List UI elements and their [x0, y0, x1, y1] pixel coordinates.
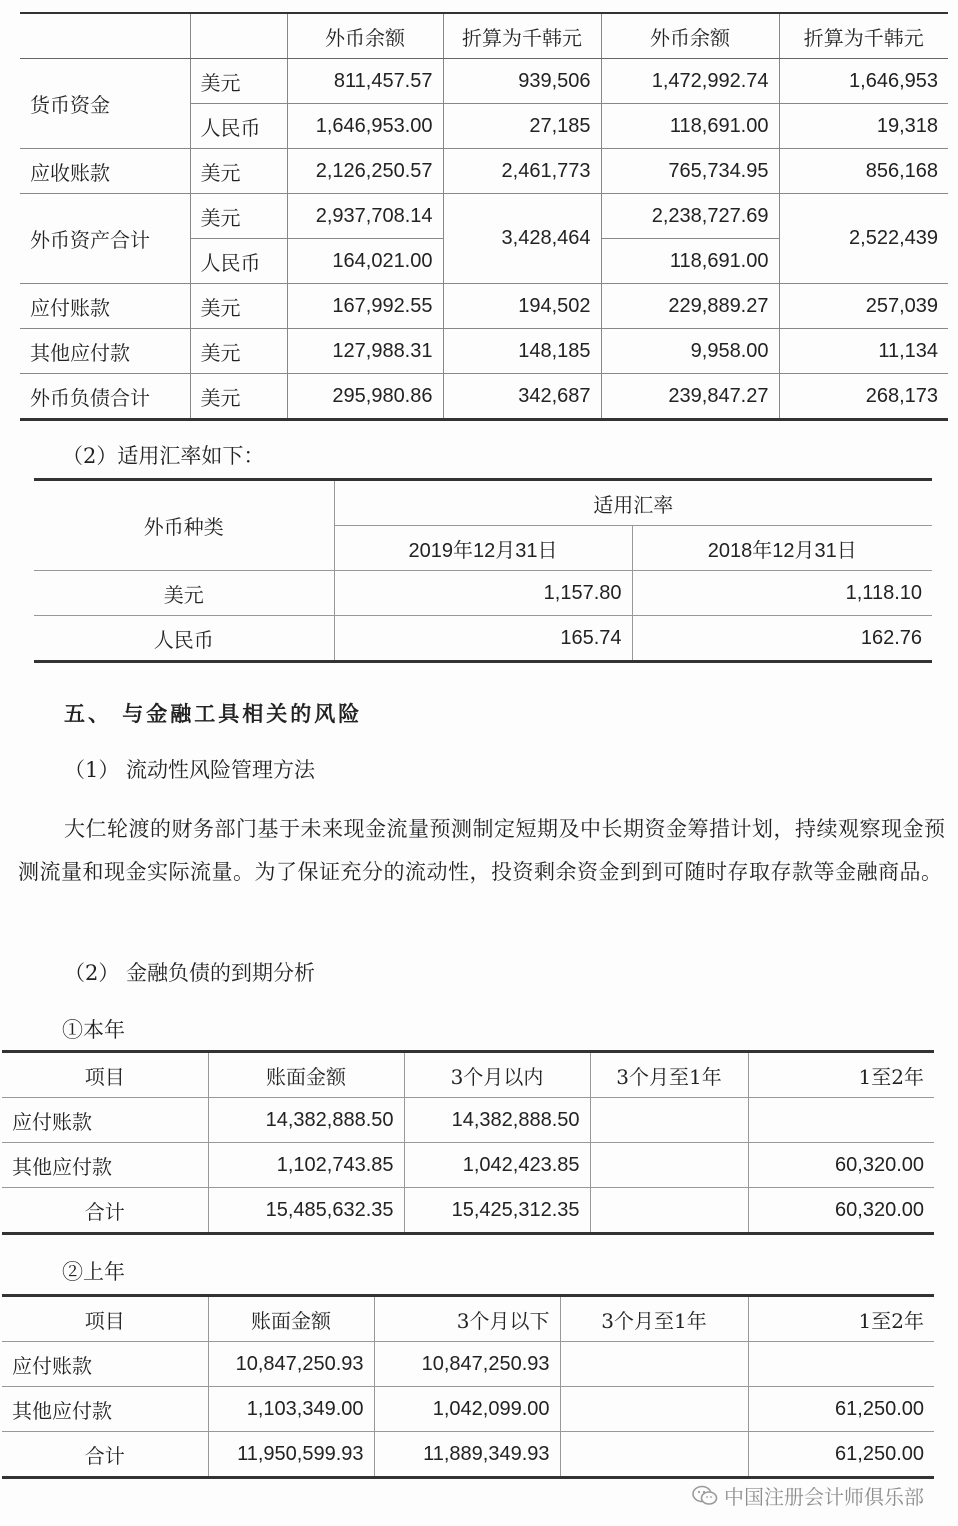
value-cell: 11,134 [779, 329, 948, 374]
item-cell: 其他应付款 [2, 1387, 208, 1432]
table-header-row [34, 480, 932, 526]
item-cell: 其他应付款 [2, 1143, 208, 1188]
date-header: 2018年12月31日 [632, 526, 932, 571]
value-cell: 11,889,349.93 [374, 1432, 560, 1478]
table-row [20, 284, 948, 329]
header-cell [20, 13, 190, 59]
watermark-text: 中国注册会计师俱乐部 [724, 1485, 924, 1509]
value-cell: 2,461,773 [443, 149, 601, 194]
value-cell: 1,042,423.85 [404, 1143, 590, 1188]
value-cell [748, 1342, 934, 1387]
header-cell: 折算为千韩元 [443, 13, 601, 59]
value-cell: 229,889.27 [601, 284, 779, 329]
item-cell: 外币负债合计 [20, 374, 190, 420]
rate-caption: （2）适用汇率如下： [62, 444, 265, 468]
value-cell [590, 1098, 748, 1143]
currency-cell: 人民币 [34, 616, 334, 662]
rate-cell: 1,157.80 [334, 571, 632, 616]
maturity-table-prior [2, 1294, 934, 1479]
value-cell: 15,485,632.35 [208, 1188, 404, 1234]
value-cell [560, 1342, 748, 1387]
subsection-heading: （1） 流动性风险管理方法 [64, 758, 316, 782]
rate-cell: 1,118.10 [632, 571, 932, 616]
header-cell: 账面金额 [208, 1052, 404, 1098]
value-cell: 194,502 [443, 284, 601, 329]
table-header-row [2, 1052, 934, 1098]
currency-cell: 人民币 [190, 104, 287, 149]
value-cell: 239,847.27 [601, 374, 779, 420]
value-cell: 295,980.86 [287, 374, 443, 420]
exchange-rate-table [34, 478, 932, 663]
table-label: ①本年 [62, 1018, 125, 1042]
value-cell [590, 1143, 748, 1188]
value-cell: 342,687 [443, 374, 601, 420]
header-cell [190, 13, 287, 59]
rate-group-header: 适用汇率 [334, 480, 932, 526]
currency-cell: 美元 [34, 571, 334, 616]
fx-balance-table [20, 12, 948, 421]
value-cell: 1,102,743.85 [208, 1143, 404, 1188]
table-label: ②上年 [62, 1260, 125, 1284]
table-row [20, 149, 948, 194]
header-cell: 1至2年 [748, 1296, 934, 1342]
value-cell: 118,691.00 [601, 104, 779, 149]
value-cell: 167,992.55 [287, 284, 443, 329]
value-cell: 1,042,099.00 [374, 1387, 560, 1432]
value-cell [748, 1098, 934, 1143]
table-row [2, 1188, 934, 1234]
currency-cell: 美元 [190, 149, 287, 194]
header-cell: 3个月至1年 [590, 1052, 748, 1098]
header-cell: 项目 [2, 1052, 208, 1098]
watermark [692, 1481, 924, 1512]
maturity-table-current [2, 1050, 934, 1235]
value-cell: 1,646,953 [779, 59, 948, 104]
value-cell: 257,039 [779, 284, 948, 329]
value-cell: 148,185 [443, 329, 601, 374]
rate-cell: 162.76 [632, 616, 932, 662]
value-cell: 2,522,439 [779, 194, 948, 284]
total-cell: 合计 [2, 1188, 208, 1234]
item-cell: 应收账款 [20, 149, 190, 194]
table-row [34, 616, 932, 662]
item-cell: 应付账款 [2, 1098, 208, 1143]
currency-cell: 美元 [190, 59, 287, 104]
wechat-icon [692, 1485, 718, 1512]
value-cell [590, 1188, 748, 1234]
header-cell: 账面金额 [208, 1296, 374, 1342]
value-cell: 14,382,888.50 [404, 1098, 590, 1143]
table-row [2, 1387, 934, 1432]
table-header-row [2, 1296, 934, 1342]
header-cell: 3个月至1年 [560, 1296, 748, 1342]
currency-cell: 美元 [190, 374, 287, 420]
table-row [2, 1342, 934, 1387]
table-row [20, 374, 948, 420]
value-cell: 15,425,312.35 [404, 1188, 590, 1234]
table-header-row [20, 13, 948, 59]
total-cell: 合计 [2, 1432, 208, 1478]
value-cell: 268,173 [779, 374, 948, 420]
header-cell: 3个月以内 [404, 1052, 590, 1098]
header-cell: 外币余额 [287, 13, 443, 59]
table-row [2, 1432, 934, 1478]
table-row [20, 194, 948, 239]
value-cell: 61,250.00 [748, 1387, 934, 1432]
currency-cell: 美元 [190, 329, 287, 374]
value-cell: 2,937,708.14 [287, 194, 443, 239]
body-paragraph: 大仁轮渡的财务部门基于未来现金流量预测制定短期及中长期资金筹措计划，持续观察现金预测流量和现金实际流量。为了保证充分的流动性，投资剩余资金到到可随时存取存款等金融商品。 [18, 817, 946, 884]
section-heading: 五、 与金融工具相关的风险 [64, 702, 363, 726]
value-cell: 60,320.00 [748, 1143, 934, 1188]
table-row [20, 329, 948, 374]
item-cell: 其他应付款 [20, 329, 190, 374]
value-cell: 3,428,464 [443, 194, 601, 284]
value-cell: 118,691.00 [601, 239, 779, 284]
currency-cell: 美元 [190, 194, 287, 239]
value-cell: 1,103,349.00 [208, 1387, 374, 1432]
value-cell: 61,250.00 [748, 1432, 934, 1478]
header-cell: 折算为千韩元 [779, 13, 948, 59]
currency-cell: 美元 [190, 284, 287, 329]
value-cell: 10,847,250.93 [208, 1342, 374, 1387]
item-cell: 外币资产合计 [20, 194, 190, 284]
value-cell: 1,472,992.74 [601, 59, 779, 104]
value-cell: 60,320.00 [748, 1188, 934, 1234]
value-cell: 14,382,888.50 [208, 1098, 404, 1143]
value-cell: 856,168 [779, 149, 948, 194]
header-cell: 1至2年 [748, 1052, 934, 1098]
value-cell: 765,734.95 [601, 149, 779, 194]
value-cell: 127,988.31 [287, 329, 443, 374]
table-row [20, 59, 948, 104]
value-cell: 19,318 [779, 104, 948, 149]
table-row [34, 571, 932, 616]
table-row [2, 1143, 934, 1188]
item-cell: 应付账款 [20, 284, 190, 329]
header-cell: 3个月以下 [374, 1296, 560, 1342]
value-cell: 2,126,250.57 [287, 149, 443, 194]
value-cell [560, 1387, 748, 1432]
value-cell: 10,847,250.93 [374, 1342, 560, 1387]
currency-cell: 人民币 [190, 239, 287, 284]
value-cell: 27,185 [443, 104, 601, 149]
value-cell [560, 1432, 748, 1478]
value-cell: 164,021.00 [287, 239, 443, 284]
currency-type-header: 外币种类 [34, 480, 334, 571]
value-cell: 11,950,599.93 [208, 1432, 374, 1478]
item-cell: 货币资金 [20, 59, 190, 149]
date-header: 2019年12月31日 [334, 526, 632, 571]
table-row [2, 1098, 934, 1143]
rate-cell: 165.74 [334, 616, 632, 662]
item-cell: 应付账款 [2, 1342, 208, 1387]
subsection-heading: （2） 金融负债的到期分析 [64, 961, 316, 985]
value-cell: 2,238,727.69 [601, 194, 779, 239]
value-cell: 811,457.57 [287, 59, 443, 104]
value-cell: 939,506 [443, 59, 601, 104]
header-cell: 项目 [2, 1296, 208, 1342]
value-cell: 9,958.00 [601, 329, 779, 374]
header-cell: 外币余额 [601, 13, 779, 59]
value-cell: 1,646,953.00 [287, 104, 443, 149]
